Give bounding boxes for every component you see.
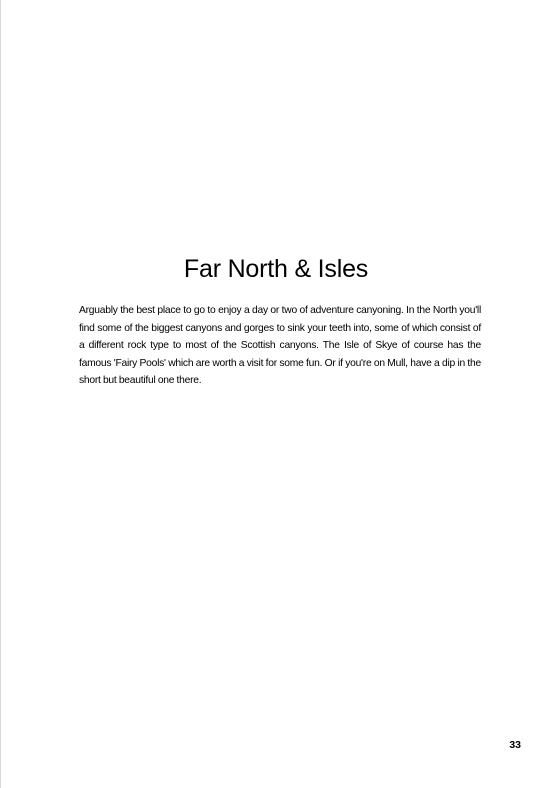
page-number: 33 [509, 739, 521, 751]
page-edge [0, 0, 1, 788]
section-title: Far North & Isles [183, 255, 369, 283]
body-paragraph: Arguably the best place to go to enjoy a day or two of adventure canyoning. In the North you'll find some of the biggest canyons and gorges to sink your teeth into, some of which consist of a different rock type to most of the Scottish canyons. The Isle of Skye of course has the famous 'Fairy Pools' which are worth a visit for some fun. Or if you're on Mull, have a dip in the short but beautiful one there. [79, 305, 481, 386]
